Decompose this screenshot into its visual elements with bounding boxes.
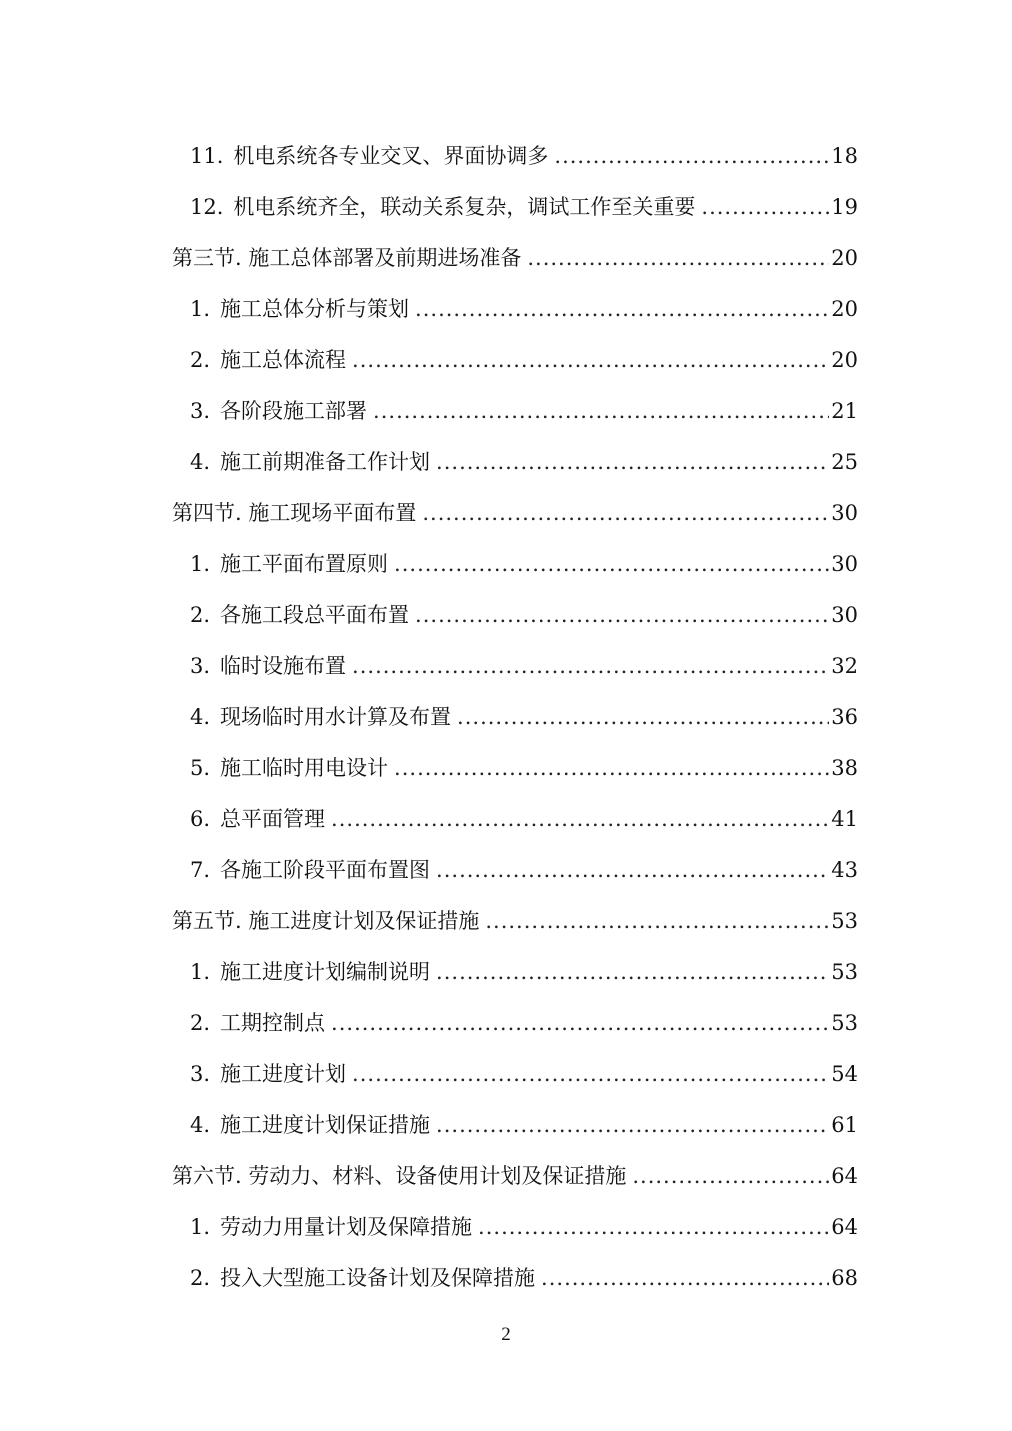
toc-entry[interactable]: [190, 1003, 858, 1043]
toc-title: 施工进度计划: [220, 1062, 347, 1086]
toc-page: 68: [831, 1266, 858, 1290]
toc-number: 3.: [190, 399, 211, 423]
dot-leader: [541, 1258, 829, 1298]
toc-title: 劳动力用量计划及保障措施: [220, 1215, 473, 1239]
toc-page: 53: [831, 1011, 858, 1035]
toc-number: 2.: [190, 348, 211, 372]
dot-leader: [394, 544, 829, 584]
toc-number: 4.: [190, 450, 211, 474]
toc-number: 2.: [190, 1266, 211, 1290]
toc-number: 3.: [190, 654, 211, 678]
dot-leader: [701, 187, 829, 227]
toc-number: 2.: [190, 603, 211, 627]
dot-leader: [394, 748, 829, 788]
toc-page: 41: [831, 807, 858, 831]
toc-number: 5.: [190, 756, 211, 780]
toc-page: 54: [831, 1062, 858, 1086]
toc-entry[interactable]: [190, 391, 858, 431]
dot-leader: [485, 901, 829, 941]
toc-number: 2.: [190, 1011, 211, 1035]
toc-entry[interactable]: [190, 187, 858, 227]
toc-number: 6.: [190, 807, 211, 831]
dot-leader: [331, 1003, 829, 1043]
toc-title: 各施工段总平面布置: [220, 603, 410, 627]
dot-leader: [436, 850, 829, 890]
toc-page: 38: [831, 756, 858, 780]
toc-page: 30: [831, 603, 858, 627]
toc-entry[interactable]: [190, 799, 858, 839]
toc-page: 53: [831, 960, 858, 984]
dot-leader: [422, 493, 829, 533]
toc-title: 临时设施布置: [220, 654, 347, 678]
dot-leader: [436, 1105, 829, 1145]
toc-page: 36: [831, 705, 858, 729]
dot-leader: [632, 1156, 829, 1196]
toc-page: 20: [831, 246, 858, 270]
toc-number: 7.: [190, 858, 211, 882]
toc-title: 投入大型施工设备计划及保障措施: [220, 1266, 536, 1290]
toc-entry[interactable]: [190, 697, 858, 737]
dot-leader: [478, 1207, 829, 1247]
toc-entry[interactable]: [190, 442, 858, 482]
toc-number: 1.: [190, 297, 211, 321]
toc-number: 4.: [190, 705, 211, 729]
dot-leader: [352, 340, 829, 380]
toc-title: 总平面管理: [220, 807, 326, 831]
toc-entry[interactable]: [190, 289, 858, 329]
dot-leader: [331, 799, 829, 839]
toc-number: 1.: [190, 960, 211, 984]
toc-page: 25: [831, 450, 858, 474]
toc-entry[interactable]: [190, 748, 858, 788]
toc-title: 施工总体分析与策划: [220, 297, 410, 321]
toc-title: 施工进度计划编制说明: [220, 960, 431, 984]
toc-section-entry[interactable]: [172, 493, 858, 533]
toc-page: 20: [831, 348, 858, 372]
toc-section-entry[interactable]: [172, 901, 858, 941]
toc-page: 19: [831, 195, 858, 219]
toc-page: 61: [831, 1113, 858, 1137]
dot-leader: [373, 391, 829, 431]
toc-entry[interactable]: [190, 952, 858, 992]
dot-leader: [415, 289, 829, 329]
dot-leader: [527, 238, 829, 278]
toc-number: 1.: [190, 1215, 211, 1239]
dot-leader: [415, 595, 829, 635]
toc-title: 第五节. 施工进度计划及保证措施: [172, 909, 480, 933]
toc-page: 53: [831, 909, 858, 933]
toc-entry[interactable]: [190, 1105, 858, 1145]
dot-leader: [436, 442, 829, 482]
toc-title: 机电系统齐全，联动关系复杂，调试工作至关重要: [233, 195, 696, 219]
toc-page: 20: [831, 297, 858, 321]
toc-page: 64: [831, 1215, 858, 1239]
toc-entry[interactable]: [190, 1054, 858, 1094]
toc-entry[interactable]: [190, 646, 858, 686]
toc-title: 工期控制点: [220, 1011, 326, 1035]
toc-page: 32: [831, 654, 858, 678]
toc-title: 施工临时用电设计: [220, 756, 389, 780]
toc-page: 30: [831, 501, 858, 525]
toc-title: 机电系统各专业交叉、界面协调多: [233, 144, 549, 168]
toc-title: 现场临时用水计算及布置: [220, 705, 452, 729]
toc-entry[interactable]: [190, 595, 858, 635]
toc-entry[interactable]: [190, 1258, 858, 1298]
toc-title: 第四节. 施工现场平面布置: [172, 501, 417, 525]
toc-number: 3.: [190, 1062, 211, 1086]
toc-entry[interactable]: [190, 850, 858, 890]
dot-leader: [352, 1054, 829, 1094]
toc-title: 各阶段施工部署: [220, 399, 368, 423]
toc-title: 各施工阶段平面布置图: [220, 858, 431, 882]
dot-leader: [352, 646, 829, 686]
toc-section-entry[interactable]: [172, 1156, 858, 1196]
toc-section-entry[interactable]: [172, 238, 858, 278]
dot-leader: [457, 697, 829, 737]
toc-title: 施工平面布置原则: [220, 552, 389, 576]
toc-number: 12.: [190, 195, 224, 219]
toc-page: 30: [831, 552, 858, 576]
toc-title: 第三节. 施工总体部署及前期进场准备: [172, 246, 522, 270]
toc-title: 施工总体流程: [220, 348, 347, 372]
toc-number: 4.: [190, 1113, 211, 1137]
toc-page: 21: [831, 399, 858, 423]
toc-entry[interactable]: [190, 1207, 858, 1247]
toc-title: 施工进度计划保证措施: [220, 1113, 431, 1137]
toc-page: 18: [831, 144, 858, 168]
toc-number: 1.: [190, 552, 211, 576]
toc-title: 施工前期准备工作计划: [220, 450, 431, 474]
toc-page: 64: [831, 1164, 858, 1188]
toc-entry[interactable]: [190, 544, 858, 584]
toc-entry[interactable]: [190, 136, 858, 176]
dot-leader: [436, 952, 829, 992]
toc-number: 11.: [190, 144, 224, 168]
toc-title: 第六节. 劳动力、材料、设备使用计划及保证措施: [172, 1164, 627, 1188]
toc-page: 43: [831, 858, 858, 882]
toc-entry[interactable]: [190, 340, 858, 380]
dot-leader: [554, 136, 829, 176]
page-number: 2: [501, 1324, 511, 1345]
